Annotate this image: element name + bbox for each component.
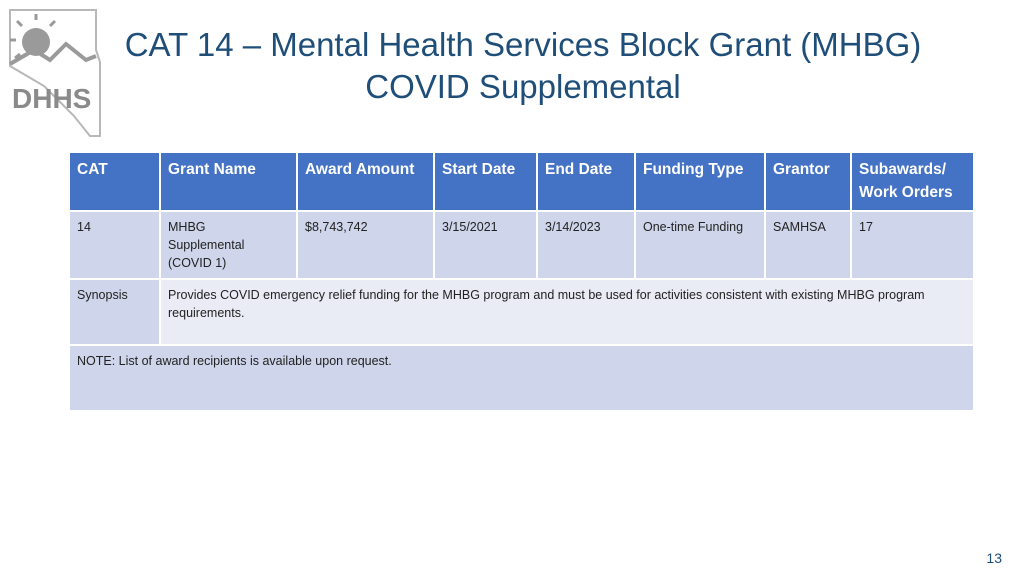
synopsis-label: Synopsis bbox=[69, 279, 160, 345]
synopsis-row bbox=[69, 279, 974, 345]
cell-subawards: 17 bbox=[851, 211, 974, 279]
col-header-funding-type: Funding Type bbox=[635, 152, 765, 211]
dhhs-logo bbox=[4, 6, 106, 140]
note-row bbox=[69, 345, 974, 411]
page-number: 13 bbox=[986, 550, 1002, 566]
col-header-cat: CAT bbox=[69, 152, 160, 211]
cell-start-date: 3/15/2021 bbox=[434, 211, 537, 279]
grant-name-line: Supplemental bbox=[168, 238, 245, 252]
grant-table bbox=[68, 151, 975, 412]
cell-end-date: 3/14/2023 bbox=[537, 211, 635, 279]
cell-cat: 14 bbox=[69, 211, 160, 279]
col-header-grant-name: Grant Name bbox=[160, 152, 297, 211]
page-title bbox=[108, 24, 938, 108]
table-header-row bbox=[69, 152, 974, 211]
title-line-1: CAT 14 – Mental Health Services Block Grant (MHBG) bbox=[124, 26, 922, 63]
grant-name-line: (COVID 1) bbox=[168, 256, 227, 270]
cell-grantor: SAMHSA bbox=[765, 211, 851, 279]
grant-name-line: MHBG bbox=[168, 220, 206, 234]
table-row bbox=[69, 211, 974, 279]
col-header-end-date: End Date bbox=[537, 152, 635, 211]
col-header-start-date: Start Date bbox=[434, 152, 537, 211]
svg-text:DHHS: DHHS bbox=[12, 83, 92, 114]
col-header-grantor: Grantor bbox=[765, 152, 851, 211]
col-header-subawards: Subawards/ Work Orders bbox=[851, 152, 974, 211]
title-line-2: COVID Supplemental bbox=[365, 68, 681, 105]
cell-award-amount: $8,743,742 bbox=[297, 211, 434, 279]
note-text: NOTE: List of award recipients is available upon request. bbox=[69, 345, 974, 411]
col-header-award-amount: Award Amount bbox=[297, 152, 434, 211]
synopsis-text: Provides COVID emergency relief funding for the MHBG program and must be used for activities consistent with existing MHBG program requirements. bbox=[160, 279, 974, 345]
nevada-state-outline-icon bbox=[4, 6, 106, 140]
cell-grant-name bbox=[160, 211, 297, 279]
cell-funding-type: One-time Funding bbox=[635, 211, 765, 279]
